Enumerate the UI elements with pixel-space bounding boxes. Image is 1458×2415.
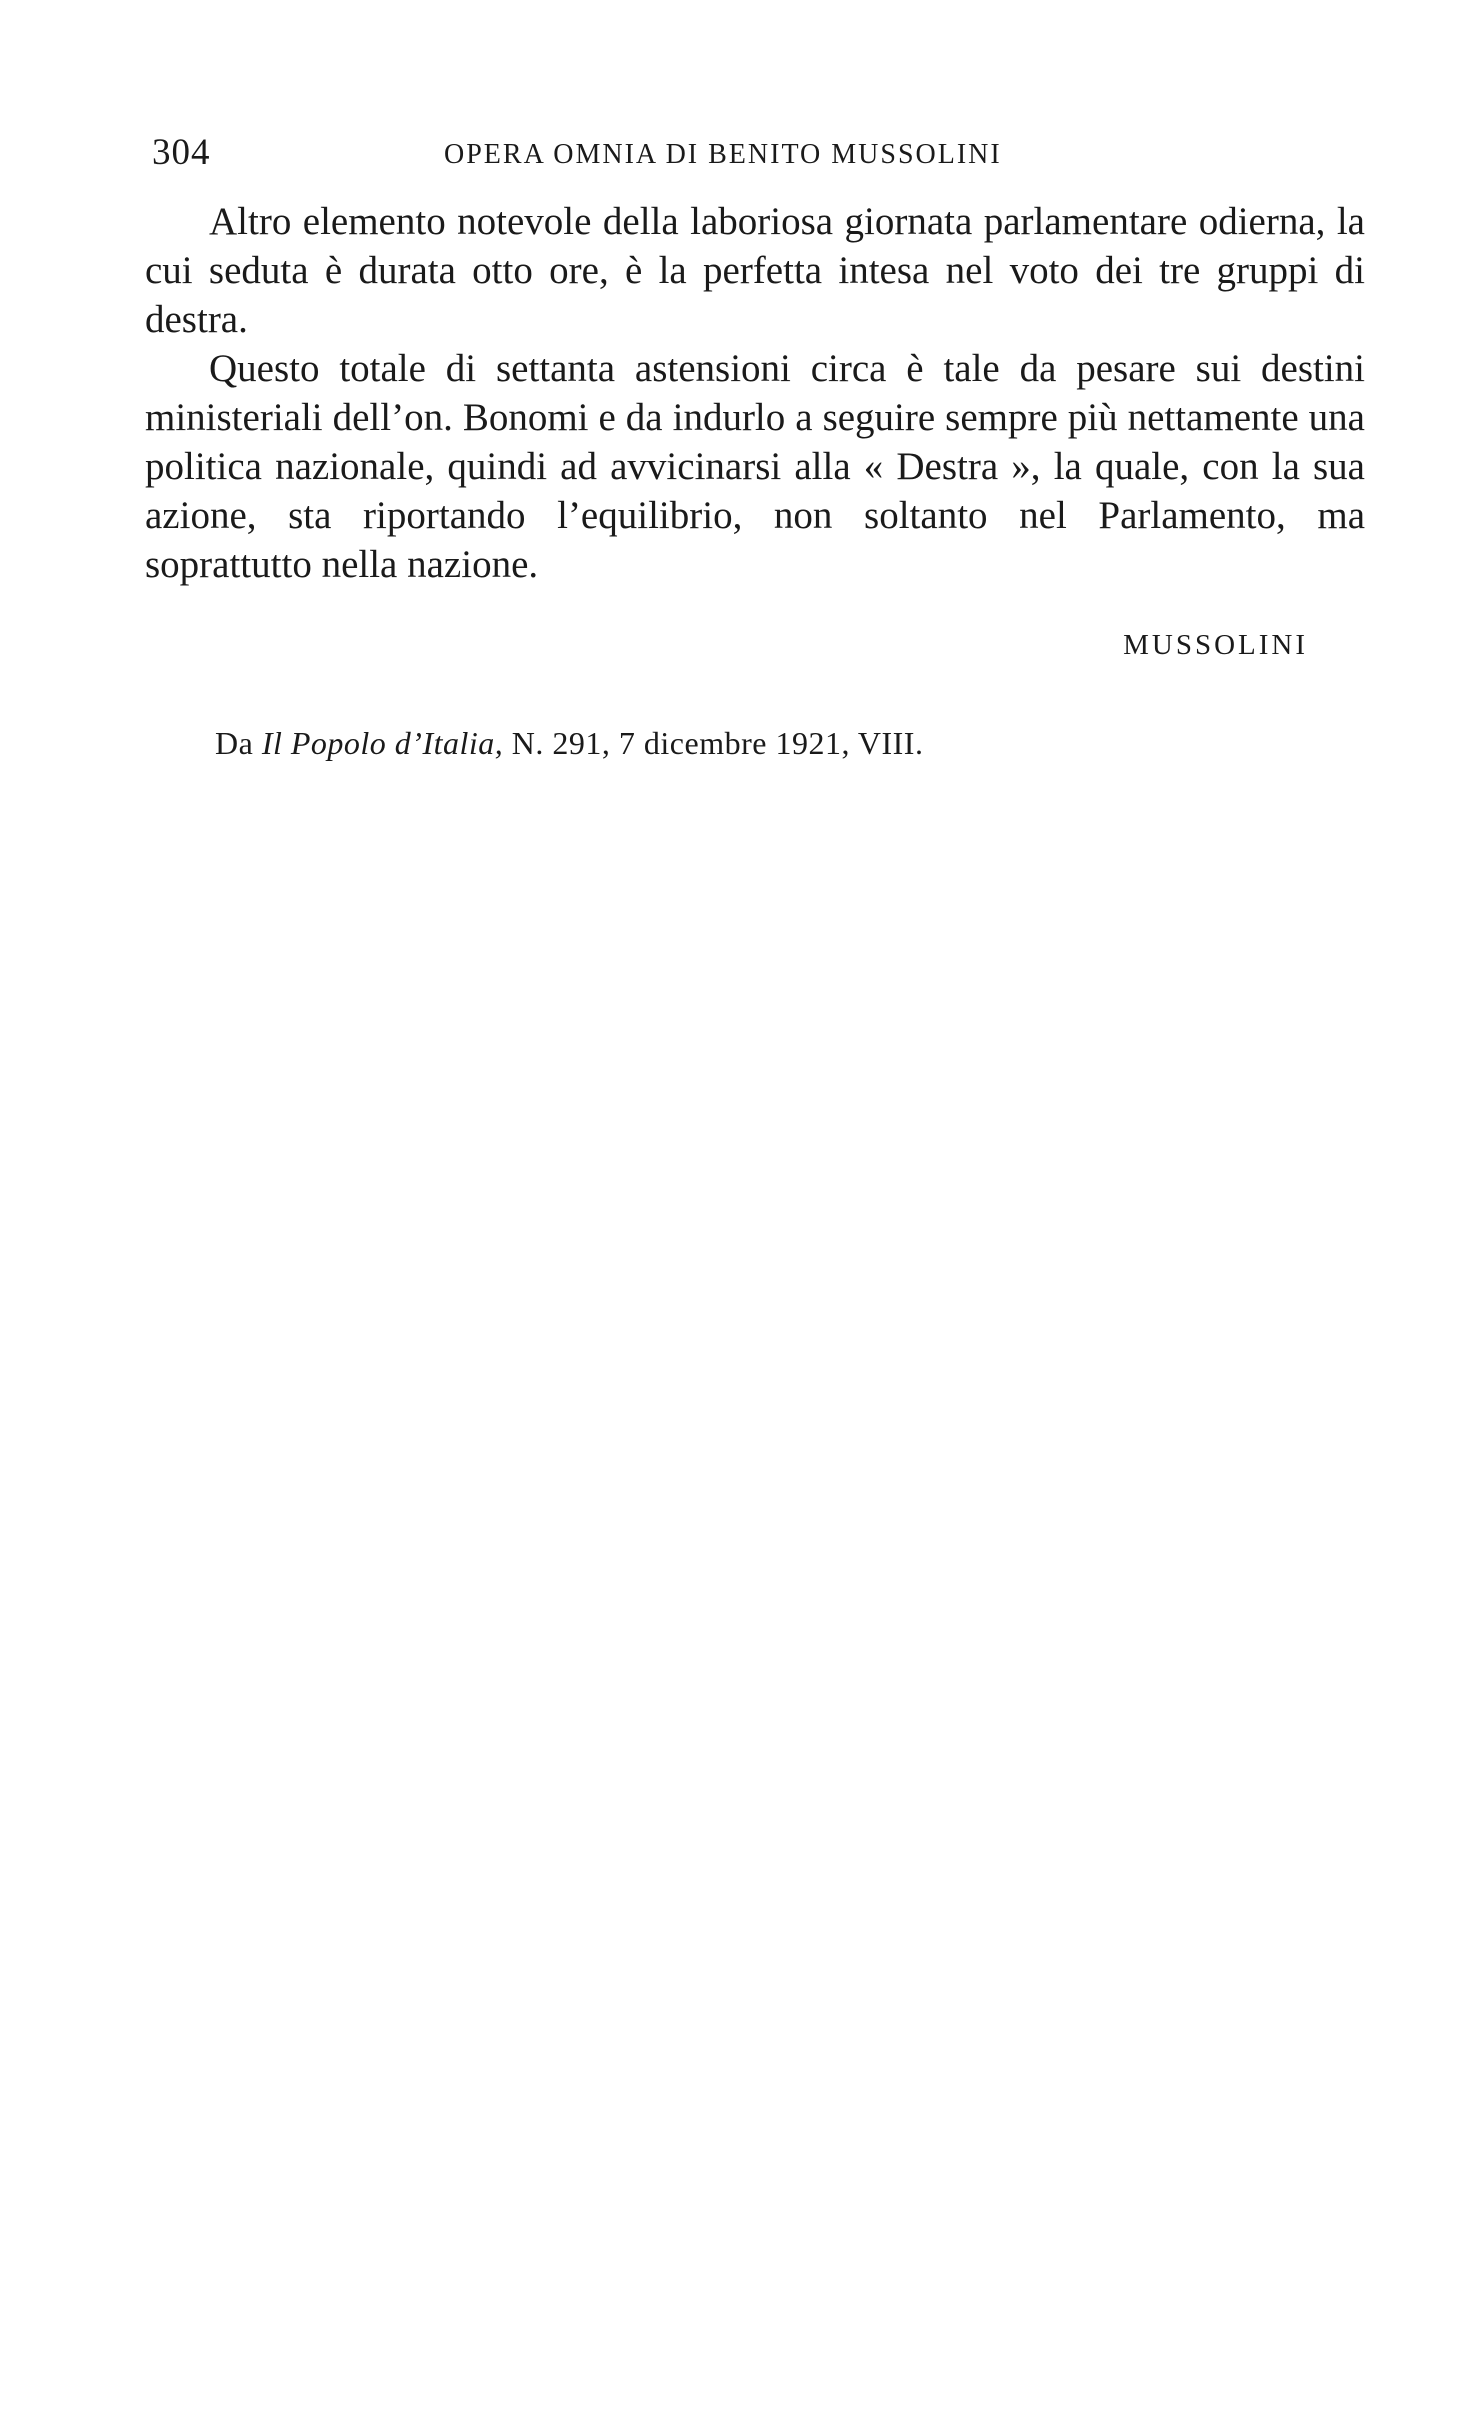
signature: MUSSOLINI bbox=[1123, 629, 1308, 661]
running-header bbox=[152, 128, 1312, 178]
source-details: N. 291, 7 dicembre 1921, VIII. bbox=[503, 725, 924, 761]
page-number: 304 bbox=[152, 132, 211, 173]
source-publication: Il Popolo d’Italia, bbox=[261, 725, 504, 761]
running-title: OPERA OMNIA DI BENITO MUSSOLINI bbox=[444, 139, 1002, 170]
body-text bbox=[145, 197, 1365, 589]
paragraph-2: Questo totale di settanta astensioni circa è tale da pesare sui destini ministeriali dell’on. Bonomi e da indurlo a seguire sempre più nettamente una politica nazionale, quindi ad avvicinarsi alla « Destra », la quale, con la sua azione, sta riportando l’equilibrio, non soltanto nel Parlamento, ma soprattutto nella nazione. bbox=[145, 347, 1365, 586]
source-citation bbox=[215, 718, 923, 768]
paragraph-1: Altro elemento notevole della laboriosa giornata parlamentare odierna, la cui seduta è durata otto ore, è la perfetta intesa nel voto dei tre gruppi di destra. bbox=[145, 200, 1365, 341]
source-prefix: Da bbox=[215, 725, 262, 761]
